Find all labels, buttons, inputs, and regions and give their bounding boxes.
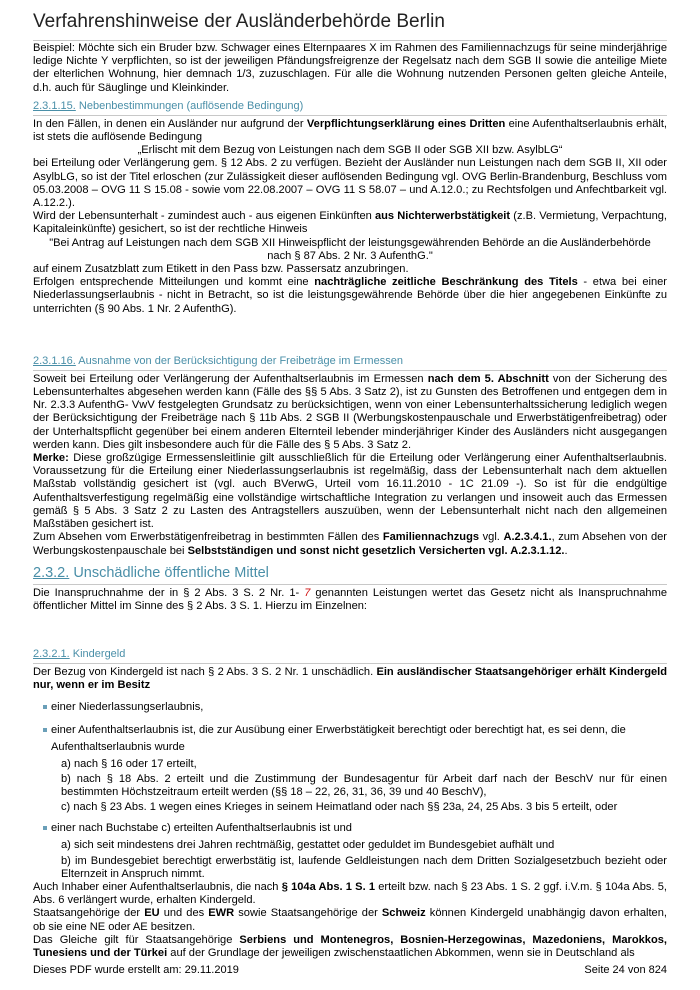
paragraph: Staatsangehörige der EU und des EWR sowie Staatsangehörige der Schweiz können Kindergeld unabhängig davon erhalten, ob sie eine NE oder AE besitzen. — [33, 907, 667, 933]
paragraph: Zum Absehen vom Erwerbstätigenfreibetrag in bestimmten Fällen des Familiennachzugs vgl. A.2.3.4.1., zum Absehen von der Werbungskostenpauschale bei Selbstständigen und sonst nicht gesetzlich Versicherten vgl. A.2.3.1.12.. — [33, 531, 667, 557]
section-heading-2-3-1-15 — [33, 99, 667, 116]
paragraph: Das Gleiche gilt für Staatsangehörige Serbiens und Montenegros, Bosnien-Herzegowinas, Mazedoniens, Marokkos, Tunesiens und der Türkei auf der Grundlage der jeweiligen zwischenstaatlichen Abkommen, wenn sie in Deutschland als — [33, 933, 667, 959]
paragraph: Auch Inhaber einer Aufenthaltserlaubnis, die nach § 104a Abs. 1 S. 1 erteilt bzw. nach § 23 Abs. 1 S. 2 ggf. i.V.m. § 104a Abs. 5, Abs. 6 verlängert wurde, erhalten Kindergeld. — [33, 880, 667, 907]
document-title: Verfahrenshinweise der Ausländerbehörde Berlin — [33, 10, 667, 41]
section-number-link[interactable]: 2.3.1.15. — [33, 99, 76, 112]
sub-item: a) nach § 16 oder 17 erteilt, — [61, 757, 197, 770]
section-title: Nebenbestimmungen (auflösende Bedingung) — [78, 99, 304, 112]
paragraph-note: Merke: Diese großzügige Ermessensleitlinie gilt ausschließlich für die Erteilung oder Verlängerung einer Aufenthaltserlaubnis. Voraussetzung für die Erteilung einer Niederlassungserlaubnis ist regelmäßig, dass der Lebensunterhalt nach dem aktuellen Maßstab vollständig gesichert ist (vgl. auch BVerwG, Urteil vom 16.11.2010 - 1C 21.09 -). So ist für die endgültige Aufenthaltsverfestigung regelmäßig eine vollständige wirtschaftliche Integration zu verlangen und insoweit auch das Ermessen gemäß § 5 Abs. 3 Satz 2 zu Lasten des Antragstellers auszuüben, wenn der Lebensunterhalt nicht nach den allgemeinen Maßstäben gesichert ist. — [33, 452, 667, 531]
paragraph: auf einem Zusatzblatt zum Etikett in den Pass bzw. Passersatz anzubringen. — [33, 263, 409, 276]
section-number-link[interactable]: 2.3.1.16. — [33, 354, 76, 367]
bullet-item: einer Niederlassungserlaubnis, — [43, 699, 667, 716]
paragraph: In den Fällen, in denen ein Ausländer nur aufgrund der Verpflichtungserklärung eines Dritten eine Aufenthaltserlaubnis erhält, ist stets die auflösende Bedingung — [33, 117, 668, 144]
quote-condition: „Erlischt mit dem Bezug von Leistungen nach dem SGB II oder SGB XII bzw. AsylbLG“ — [137, 144, 563, 157]
section-heading-2-3-2 — [33, 564, 667, 585]
highlight-number: 7 — [304, 586, 311, 599]
sub-item: b) nach § 18 Abs. 2 erteilt und die Zustimmung der Bundesagentur für Arbeit darf nach der BeschV nur für einen bestimmten Höchstzeitraum erteilt werden (§§ 18 – 22, 26, 31, 36, 39 und 40 BeschV), — [61, 772, 667, 798]
page-footer — [33, 964, 667, 976]
section-heading-2-3-1-16 — [33, 354, 667, 371]
bullet-item: einer nach Buchstabe c) erteilten Aufenthaltserlaubnis ist und — [43, 820, 667, 837]
section-title: Unschädliche öffentliche Mittel — [73, 564, 269, 581]
paragraph: Der Bezug von Kindergeld ist nach § 2 Abs. 3 S. 2 Nr. 1 unschädlich. Ein ausländischer Staatsangehöriger erhält Kindergeld nur, wenn er im Besitz — [33, 666, 668, 692]
section-number-link[interactable]: 2.3.2. — [33, 564, 70, 581]
section-number-link[interactable]: 2.3.2.1. — [33, 648, 70, 661]
sub-item: b) im Bundesgebiet berechtigt erwerbstätig ist, laufende Geldleistungen nach dem Dritten Sozialgesetzbuch bezieht oder Elternzeit in Anspruch nimmt. — [61, 854, 667, 880]
paragraph: Wird der Lebensunterhalt - zumindest auch - aus eigenen Einkünften aus Nichterwerbstätigkeit (z.B. Vermietung, Verpachtung, Kapitaleinkünfte) gesichert, so ist der rechtliche Hinweis — [33, 210, 667, 236]
section-title: Kindergeld — [72, 648, 126, 661]
paragraph: bei Erteilung oder Verlängerung gem. § 12 Abs. 2 zu verfügen. Bezieht der Ausländer nun Leistungen nach dem SGB II, XII oder AsylbLG, so ist der Titel erloschen (zur Zulässigkeit dieser auflösenden Bedingung vgl. OVG Berlin-Brandenburg, Beschluss vom 05.03.2008 – OVG 11 S 15.08 - sowie vom 22.08.2007 – OVG 11 S 58.07 – und A.12.0.; zu Rechtsfolgen und Anfechtbarkeit vgl. A.12.2.). — [33, 157, 667, 210]
footer-page-number: Seite 24 von 824 — [584, 964, 667, 976]
sub-item: a) sich seit mindestens drei Jahren rechtmäßig, gestattet oder geduldet im Bundesgebiet aufhält und — [61, 839, 555, 852]
paragraph: Erfolgen entsprechende Mitteilungen und kommt eine nachträgliche zeitliche Beschränkung des Titels - etwa bei einer Niederlassungserlaubnis - nicht in Betracht, so ist die leistungsgewährende Behörde über die hier angegebenen Einkünfte zu unterrichten (§ 90 Abs. 1 Nr. 2 AufenthG). — [33, 276, 668, 315]
paragraph: Soweit bei Erteilung oder Verlängerung der Aufenthaltserlaubnis im Ermessen nach dem 5. Abschnitt von der Sicherung des Lebensunterhaltes abgesehen werden kann (Fälle des §§ 5 Abs. 3 Satz 2), ist zu Gunsten des Betroffenen und entgegen dem in Nr. 2.3.3 AufenthG- VwV festgelegten Grundsatz zu berücksichtigen, wenn von einer Lebensunterhaltssicherung lediglich wegen der Berücksichtigung der Freibeträge nach § 11b Abs. 2 SGB II (Werbungskostenpauschale und Erwerbstätigenfreibetrag) oder der Unterhaltspflicht gegenüber bei einem anderen Elternteil lebender minderjähriger Kinder des Ausländers nicht ausgegangen werden kann. Dies gilt insbesondere auch für die Fälle des § 5 Abs. 3 Satz 2. — [33, 372, 668, 451]
paragraph: Die Inanspruchnahme der in § 2 Abs. 3 S. 2 Nr. 1- 7 genannten Leistungen wertet das Gesetz nicht als Inanspruchnahme öffentlicher Mittel im Sinne des § 2 Abs. 3 S. 1. Hierzu im Einzelnen: — [33, 586, 668, 612]
section-title: Ausnahme von der Berücksichtigung der Freibeträge im Ermessen — [78, 354, 403, 367]
sub-item: c) nach § 23 Abs. 1 wegen eines Krieges in seinem Heimatland oder nach §§ 23a, 24, 25 Abs. 3 bis 5 erteilt, oder — [61, 801, 618, 814]
footer-created-date: Dieses PDF wurde erstellt am: 29.11.2019 — [33, 964, 239, 976]
quote-notice: "Bei Antrag auf Leistungen nach dem SGB XII Hinweispflicht der leistungsgewährenden Behörde an die Ausländerbehörde nach § 87 Abs. 2 Nr. 3 AufenthG." — [49, 236, 651, 262]
intro-paragraph: Beispiel: Möchte sich ein Bruder bzw. Schwager eines Elternpaares X im Rahmen des Familiennachzugs für seine minderjährige ledige Nichte Y verpflichten, so ist der jeweiligen Pfändungsfreigrenze der Regelsatz nach dem SGB II sowie die anteilige Miete der elterlichen Wohnung, hier demnach 1/3, zuzuschlagen. Für alle die Wohnung nutzenden Personen gelten gleiche Anteile, d.h. auch für Säuglinge und Kleinkinder. — [33, 42, 667, 94]
document-body — [33, 42, 667, 960]
section-heading-2-3-2-1 — [33, 647, 667, 664]
bullet-item: einer Aufenthaltserlaubnis ist, die zur Ausübung einer Erwerbstätigkeit berechtigt oder berechtigt hat, es sei denn, die Aufenthaltserlaubnis wurde — [43, 722, 667, 756]
